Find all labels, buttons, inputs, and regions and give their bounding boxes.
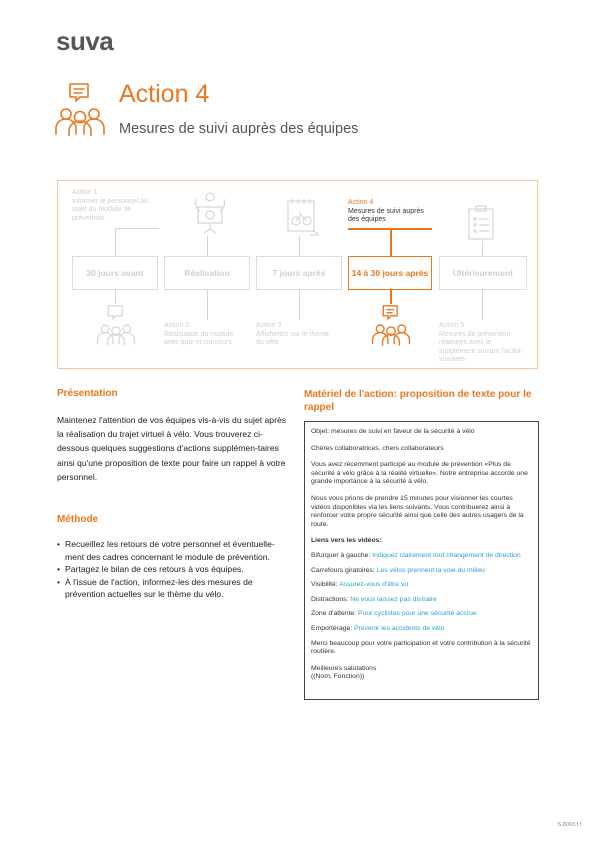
presentation-heading: Présentation bbox=[57, 388, 118, 399]
list-item: • Partagez le bilan de ces retours à vos équipes. bbox=[57, 563, 289, 576]
video-link[interactable]: Assurez-vous d'être vu bbox=[339, 581, 409, 589]
checklist-icon bbox=[466, 205, 496, 241]
video-link[interactable]: Prévenir les accidents de vélo bbox=[354, 624, 445, 632]
timeline-label-action-1: Action 1 Informer le personnel au sujet du module de prévention bbox=[72, 189, 148, 222]
letter-closing: Meilleures salutations bbox=[311, 664, 377, 672]
video-link[interactable]: Ne vous laissez pas distraire bbox=[350, 595, 437, 603]
letter-paragraph: Vous avez récemment participé au module de prévention «Plus de sécurité à vélo grâce à la réalité virtuelle». Notre entreprise accorde une grande importance à la sécurité à vélo. bbox=[311, 461, 528, 486]
video-link[interactable]: Pour cyclistes pour une sécurité accrue bbox=[358, 610, 477, 618]
phase-later: Ultérieurement bbox=[439, 256, 527, 290]
list-item: • À l'issue de l'action, informez-les des mesures de prévention actuelles sur le thème du vélo. bbox=[57, 576, 289, 601]
connector-line bbox=[482, 241, 483, 256]
left-column bbox=[57, 388, 289, 601]
phase-7-days-after: 7 jours après bbox=[256, 256, 342, 290]
connector-line bbox=[207, 236, 208, 256]
team-feedback-icon bbox=[54, 82, 106, 136]
team-feedback-icon-grey bbox=[96, 304, 136, 346]
list-item: Distractions: Ne vous laissez pas distraire bbox=[311, 595, 437, 603]
list-item: Zone d'attente: Pour cyclistes pour une sécurité accrue bbox=[311, 610, 477, 618]
connector-line bbox=[299, 290, 300, 320]
suva-logo: suva bbox=[56, 26, 114, 56]
letter-subject: Objet: mesures de suivi en faveur de la sécurité à vélo bbox=[311, 428, 475, 435]
connector-line bbox=[115, 228, 159, 229]
links-heading: Liens vers les vidéos: bbox=[311, 537, 382, 545]
phase-30-days-before: 30 jours avant bbox=[72, 256, 158, 290]
page-subtitle: Mesures de suivi auprès des équipes bbox=[119, 121, 359, 137]
letter-greeting: Chères collaboratrices, chers collaborateurs bbox=[311, 444, 444, 452]
phase-realisation: Réalisation bbox=[164, 256, 250, 290]
connector-line-active bbox=[390, 290, 392, 304]
reminder-letter-box bbox=[304, 421, 539, 700]
list-item: Carrefours giratoires: Les vélos prennent la voie du milieu bbox=[311, 566, 485, 574]
video-link[interactable]: Indiquez clairement tout changement de direction bbox=[372, 551, 521, 559]
list-item: Emportérage: Prévenir les accidents de vélo bbox=[311, 624, 445, 632]
document-reference: S 8003.f.f bbox=[557, 822, 581, 828]
letter-signature: ((Nom, Fonction)) bbox=[311, 673, 365, 681]
action-timeline bbox=[57, 180, 538, 369]
letter-paragraph: Nous vous prions de prendre 15 minutes pour visionner les courtes vidéos disponibles via les liens suivants. Vous contribuerez ainsi à renforcer votre propre sécurité ainsi que celle des autres usagers de la route. bbox=[311, 494, 524, 528]
presentation-icon bbox=[190, 189, 230, 235]
list-item: Visibilité: Assurez-vous d'être vu bbox=[311, 581, 409, 589]
team-feedback-icon-active bbox=[371, 304, 411, 346]
method-list bbox=[57, 538, 289, 601]
connector-line bbox=[207, 290, 208, 320]
letter-thanks: Merci beaucoup pour votre participation et votre contribution à la sécurité routière. bbox=[311, 639, 531, 656]
page-title: Action 4 bbox=[119, 80, 210, 108]
connector-line bbox=[482, 290, 483, 320]
timeline-label-action-2: Action 2 Réalisation du module avec quiz et concours bbox=[164, 322, 234, 346]
connector-line bbox=[115, 228, 116, 256]
method-heading: Méthode bbox=[57, 514, 99, 526]
presentation-text: Maintenez l'attention de vos équipes vis-à-vis du sujet après la réalisation du trajet virtuel à vélo. Vous trouverez ci-dessous quelques suggestions d'actions supplémen-taires ainsi qu'une proposition de texte pour faire un rappel à votre personnel. bbox=[57, 415, 287, 482]
phase-14-30-days-after: 14 à 30 jours après bbox=[348, 256, 432, 290]
bicycle-poster-icon bbox=[284, 197, 320, 237]
timeline-label-action-3: Action 3 Affichettes sur le thème du vélo bbox=[256, 322, 330, 346]
connector-line bbox=[115, 290, 116, 304]
list-item: • Recueillez les retours de votre personnel et éventuelle-ment des cadres concernant le module de prévention. bbox=[57, 538, 289, 563]
connector-line bbox=[299, 236, 300, 256]
timeline-label-action-5: Action 5 Mesures de prévention réalisées avec le supplément suivant l'action suivante bbox=[439, 322, 523, 363]
timeline-label-action-4: Action 4 Mesures de suivi auprès des équipes bbox=[348, 199, 424, 223]
connector-line-active bbox=[390, 228, 392, 256]
list-item: Bifurquer à gauche: Indiquez clairement tout changement de direction bbox=[311, 551, 521, 559]
video-links bbox=[311, 537, 532, 633]
material-heading: Matériel de l'action: proposition de texte pour le rappel bbox=[304, 389, 532, 413]
video-link[interactable]: Les vélos prennent la voie du milieu bbox=[376, 566, 485, 574]
